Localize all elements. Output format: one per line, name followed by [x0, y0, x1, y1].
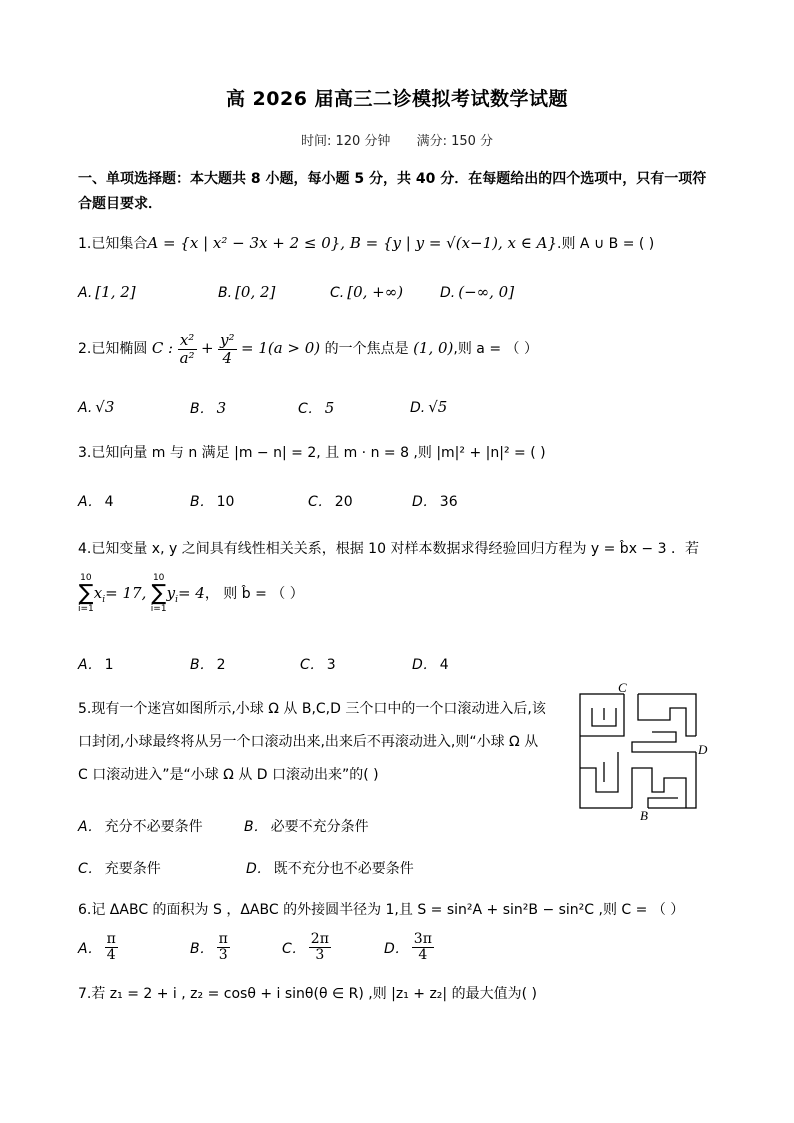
fraction-x2-a2: $\frac{\text{x²}}{\text{a²}}$ [179, 331, 195, 367]
option-b[interactable]: B． 2 [190, 657, 226, 673]
question-5-options-row2 [78, 858, 728, 882]
maze-label-d: D [698, 742, 708, 757]
option-b[interactable]: B． 10 [190, 494, 235, 510]
option-c[interactable]: C． 3 [300, 657, 336, 673]
question-6-options [78, 928, 728, 972]
option-a[interactable]: A． 充分不必要条件 [78, 819, 203, 835]
option-a[interactable]: A． $\frac{\pi}{4}$ [78, 931, 116, 964]
section-heading-cont: 合题目要求． [78, 196, 162, 212]
question-7-stem: 7.若 z₁ = 2 + i , z₂ = cosθ + i sinθ(θ ∈ R) ,则 |z₁ + z₂| 的最大值为( ) [78, 986, 537, 1002]
exam-score: 满分: 150 分 [416, 134, 494, 149]
summation-1: 10 ∑ i=1 [78, 573, 94, 614]
option-c[interactable]: C． $\frac{2\pi}{3}$ [282, 931, 329, 964]
section-heading: 一、单项选择题：本大题共 8 小题，每小题 5 分，共 40 分．在每题给出的四个选项中，只有一项符 [78, 171, 707, 187]
question-5-options-row1 [78, 816, 728, 840]
question-3-options [78, 491, 728, 515]
question-4-options [78, 654, 728, 678]
option-b[interactable]: B． 必要不充分条件 [244, 819, 369, 835]
question-5-stem-1: 5.现有一个迷宫如图所示,小球 Ω 从 B,C,D 三个口中的一个口滚动进入后,该 [78, 701, 546, 717]
maze-label-b: B [640, 808, 648, 820]
option-b[interactable]: B． $\frac{\pi}{3}$ [190, 931, 228, 964]
question-4-stem: 4.已知变量 x, y 之间具有线性相关关系，根据 10 对样本数据求得经验回归方程为 y = b̂x − 3 ．若 [78, 541, 699, 557]
exam-meta [0, 130, 794, 149]
option-a[interactable]: A. √3 [78, 398, 115, 416]
option-b[interactable]: B． 3 [190, 399, 227, 417]
option-d[interactable]: D． 既不充分也不必要条件 [246, 861, 414, 877]
option-d[interactable]: D． $\frac{3\pi}{4}$ [384, 931, 432, 964]
option-c[interactable]: C． 20 [308, 494, 353, 510]
option-d[interactable]: D. (−∞, 0] [440, 283, 515, 301]
exam-time: 时间: 120 分钟 [300, 134, 391, 149]
summation-2: 10 ∑ i=1 [150, 573, 167, 614]
question-2-stem: 2.已知椭圆 C : $\frac{\text{x²}}{\text{a²}}$ + $\frac{\text{y²}}{4}$ = 1(a > 0) 的一个焦点是 (1, 0),则 a = （ ） [78, 331, 538, 367]
option-d[interactable]: D． 36 [412, 494, 458, 510]
option-a[interactable]: A． 4 [78, 494, 114, 510]
fraction-y2-4: $\frac{\text{y²}}{4}$ [220, 331, 235, 367]
question-1-options [78, 283, 728, 307]
question-5-stem-3: C 口滚动进入”是“小球 Ω 从 D 口滚动出来”的( ) [78, 767, 379, 783]
option-c[interactable]: C. [0, +∞) [330, 283, 404, 301]
maze-label-c: C [618, 680, 627, 695]
question-2-options [78, 398, 728, 422]
question-5-stem-2: 口封闭,小球最终将从另一个口滚动出来,出来后不再滚动进入,则“小球 Ω 从 [78, 734, 539, 750]
maze-diagram [574, 680, 724, 820]
question-3-stem: 3.已知向量 m 与 n 满足 |m − n| = 2, 且 m · n = 8 ,则 |m|² + |n|² = ( ) [78, 445, 546, 461]
option-c[interactable]: C． 5 [298, 399, 335, 417]
question-4-sums: 10 ∑ i=1 $x_i= 17$, 10 ∑ i=1 $y_i= 4$， 则 b̂ = （ ） [78, 573, 304, 614]
option-c[interactable]: C． 充要条件 [78, 861, 161, 877]
option-d[interactable]: D． 4 [412, 657, 449, 673]
exam-title: 高 2026 届高三二诊模拟考试数学试题 [225, 88, 569, 110]
option-a[interactable]: A． 1 [78, 657, 114, 673]
option-a[interactable]: A. [1, 2] [78, 283, 136, 301]
question-1-math: A = {x | x² − 3x + 2 ≤ 0}, B = {y | y = √(x−1), x ∈ A} [147, 234, 558, 252]
question-1-stem: 1.已知集合A = {x | x² − 3x + 2 ≤ 0}, B = {y | y = √(x−1), x ∈ A}.则 A ∪ B = ( ) [78, 234, 655, 252]
question-6-stem: 6.记 ΔABC 的面积为 S ，ΔABC 的外接圆半径为 1,且 S = sin²A + sin²B − sin²C ,则 C = （ ） [78, 902, 685, 918]
option-b[interactable]: B. [0, 2] [218, 283, 276, 301]
option-d[interactable]: D. √5 [410, 398, 448, 416]
